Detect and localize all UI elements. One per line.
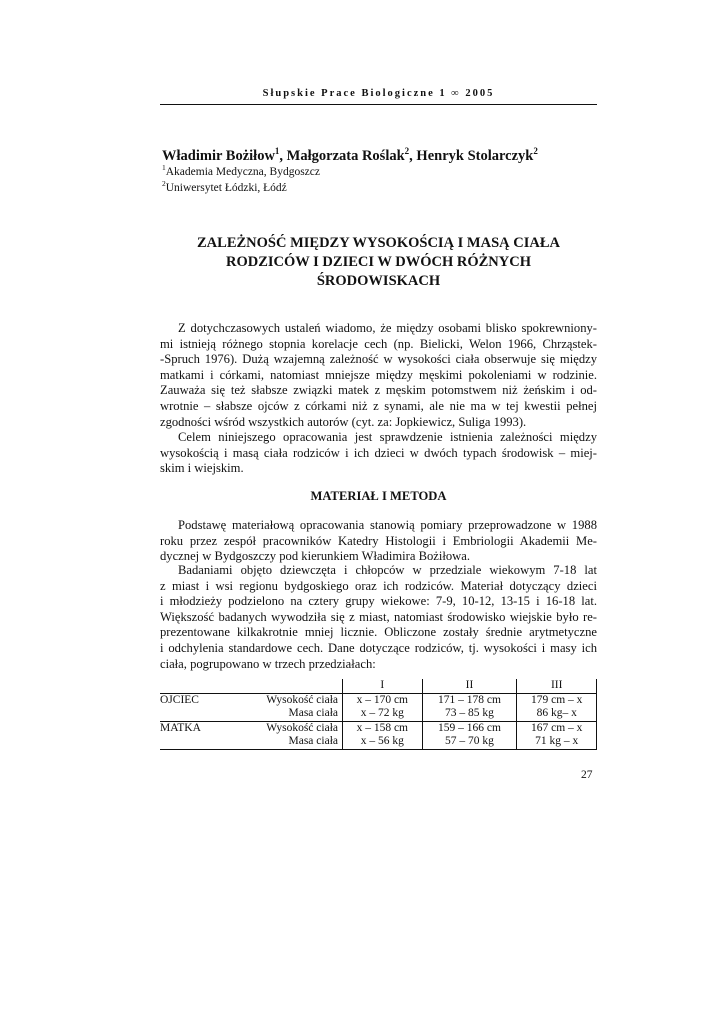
table-cell: x – 56 kg xyxy=(343,735,423,749)
measure-label: Wysokość ciała xyxy=(266,693,338,706)
text-line: i odchylenia standardowe cech. Dane dotyczące rodziców, tj. wysokości i masy ich xyxy=(160,640,597,655)
header-rule xyxy=(160,104,597,105)
affiliation-text: Uniwersytet Łódzki, Łódź xyxy=(165,181,287,194)
table-cell: 171 – 178 cm xyxy=(422,693,517,707)
text-line: matkami i córkami, natomiast mniejsze między męskimi pokoleniami w rodzinie. xyxy=(160,367,597,382)
text-line: Celem niniejszego opracowania jest sprawdzenie istnienia zależności między xyxy=(178,430,597,444)
title-line: ŚRODOWISKACH xyxy=(316,273,441,289)
table-cell: 179 cm – x xyxy=(517,693,597,707)
table-row xyxy=(160,721,597,735)
text-line: wysokością i masą ciała rodziców i ich dzieci w dwóch typach środowisk – miej- xyxy=(160,445,597,460)
parent-ranges-table xyxy=(160,679,597,750)
table-cell: 167 cm – x xyxy=(517,721,597,735)
measure-label: Wysokość ciała xyxy=(266,721,338,734)
measure-label: Masa ciała xyxy=(248,707,343,721)
author-affiliation-mark: 1 xyxy=(274,146,280,156)
table-cell: 86 kg– x xyxy=(517,707,597,721)
running-head: Słupskie Prace Biologiczne 1 ∞ 2005 xyxy=(262,88,495,99)
column-header: III xyxy=(517,679,597,693)
measure-label: Masa ciała xyxy=(248,735,343,749)
author-affiliation-mark: 2 xyxy=(404,146,410,156)
affiliation-mark: 2 xyxy=(162,179,166,188)
method-paragraph-2 xyxy=(160,563,597,672)
text-line: ciała, pogrupowano w trzech przedziałach: xyxy=(160,656,376,671)
text-line: Badaniami objęto dziewczęta i chłopców w przedziale wiekowym 7-18 lat xyxy=(178,563,597,577)
table-cell: 71 kg – x xyxy=(517,735,597,749)
author-affiliation-mark: 2 xyxy=(533,146,538,156)
table-cell: 73 – 85 kg xyxy=(422,707,517,721)
parent-label xyxy=(160,707,248,721)
author-line xyxy=(162,146,538,165)
table-row xyxy=(160,707,597,721)
section-heading: MATERIAŁ I METODA xyxy=(310,489,447,503)
text-line: mi istnieją różnego stopnia korelacje cech (np. Bielicki, Welon 1966, Chrząstek- xyxy=(160,336,597,351)
affiliation-mark: 1 xyxy=(162,163,166,172)
column-header: I xyxy=(343,679,423,693)
table-header-row xyxy=(160,679,597,693)
text-line: zgodności wśród wszystkich autorów (cyt. za: Jopkiewicz, Suliga 1993). xyxy=(160,414,527,429)
text-line: i młodzieży podzielono na cztery grupy wiekowe: 7-9, 10-12, 13-15 i 16-18 lat. xyxy=(160,594,597,609)
text-line: Większość badanych wywodziła się z miast, natomiast środowisko wiejskie było re- xyxy=(160,609,597,624)
parent-label: OJCIEC xyxy=(160,693,199,706)
text-line: z miast i wsi regionu bydgoskiego oraz ich rodziców. Materiał dotyczący dzieci xyxy=(160,578,597,593)
column-header: II xyxy=(422,679,517,693)
author-name: Małgorzata Roślak xyxy=(286,147,405,164)
title-line: RODZICÓW I DZIECI W DWÓCH RÓŻNYCH xyxy=(226,254,531,270)
text-line: wrotnie – słabsze ojców z córkami niż z synami, ale nie ma w tej kwestii pełnej xyxy=(160,398,597,413)
method-paragraph-1 xyxy=(160,518,597,565)
author-name: Henryk Stolarczyk xyxy=(416,147,534,164)
table-cell: 57 – 70 kg xyxy=(422,735,517,749)
table-cell: x – 170 cm xyxy=(343,693,423,707)
affiliation-text: Akademia Medyczna, Bydgoszcz xyxy=(165,165,320,178)
intro-paragraph-1 xyxy=(160,321,597,430)
page-number: 27 xyxy=(581,769,593,781)
affiliation xyxy=(162,179,287,194)
text-line: -Spruch 1976). Dużą wzajemną zależność w wysokości ciała obserwuje się między xyxy=(160,352,597,367)
title-line: ZALEŻNOŚĆ MIĘDZY WYSOKOŚCIĄ I MASĄ CIAŁA xyxy=(197,235,560,251)
table-cell: 159 – 166 cm xyxy=(422,721,517,735)
text-line: skim i wiejskim. xyxy=(160,461,244,476)
text-line: prezentowane kilkakrotnie mniej licznie. Obliczone zostały średnie arytmetyczne xyxy=(160,625,597,640)
parent-label xyxy=(160,735,248,749)
text-line: Z dotychczasowych ustaleń wiadomo, że między osobami blisko spokrewniony- xyxy=(178,321,597,335)
table-row xyxy=(160,693,597,707)
author-separator: , xyxy=(409,147,417,164)
text-line: Zauważa się też słabsze związki matek z męskim potomstwem niż żeńskim i od- xyxy=(160,383,597,398)
author-separator: , xyxy=(279,147,287,164)
table-cell: x – 72 kg xyxy=(343,707,423,721)
author-name: Władimir Bożiłow xyxy=(162,147,275,164)
parent-label: MATKA xyxy=(160,721,201,734)
table-cell: x – 158 cm xyxy=(343,721,423,735)
text-line: roku przez zespół pracowników Katedry Histologii i Embriologii Akademii Me- xyxy=(160,533,597,548)
intro-paragraph-2 xyxy=(160,430,597,477)
table-row xyxy=(160,735,597,749)
text-line: Podstawę materiałową opracowania stanowią pomiary przeprowadzone w 1988 xyxy=(178,518,597,532)
text-line: dycznej w Bydgoszczy pod kierunkiem Władimira Bożiłowa. xyxy=(160,549,470,564)
paper-title xyxy=(160,234,597,291)
affiliation xyxy=(162,163,320,178)
